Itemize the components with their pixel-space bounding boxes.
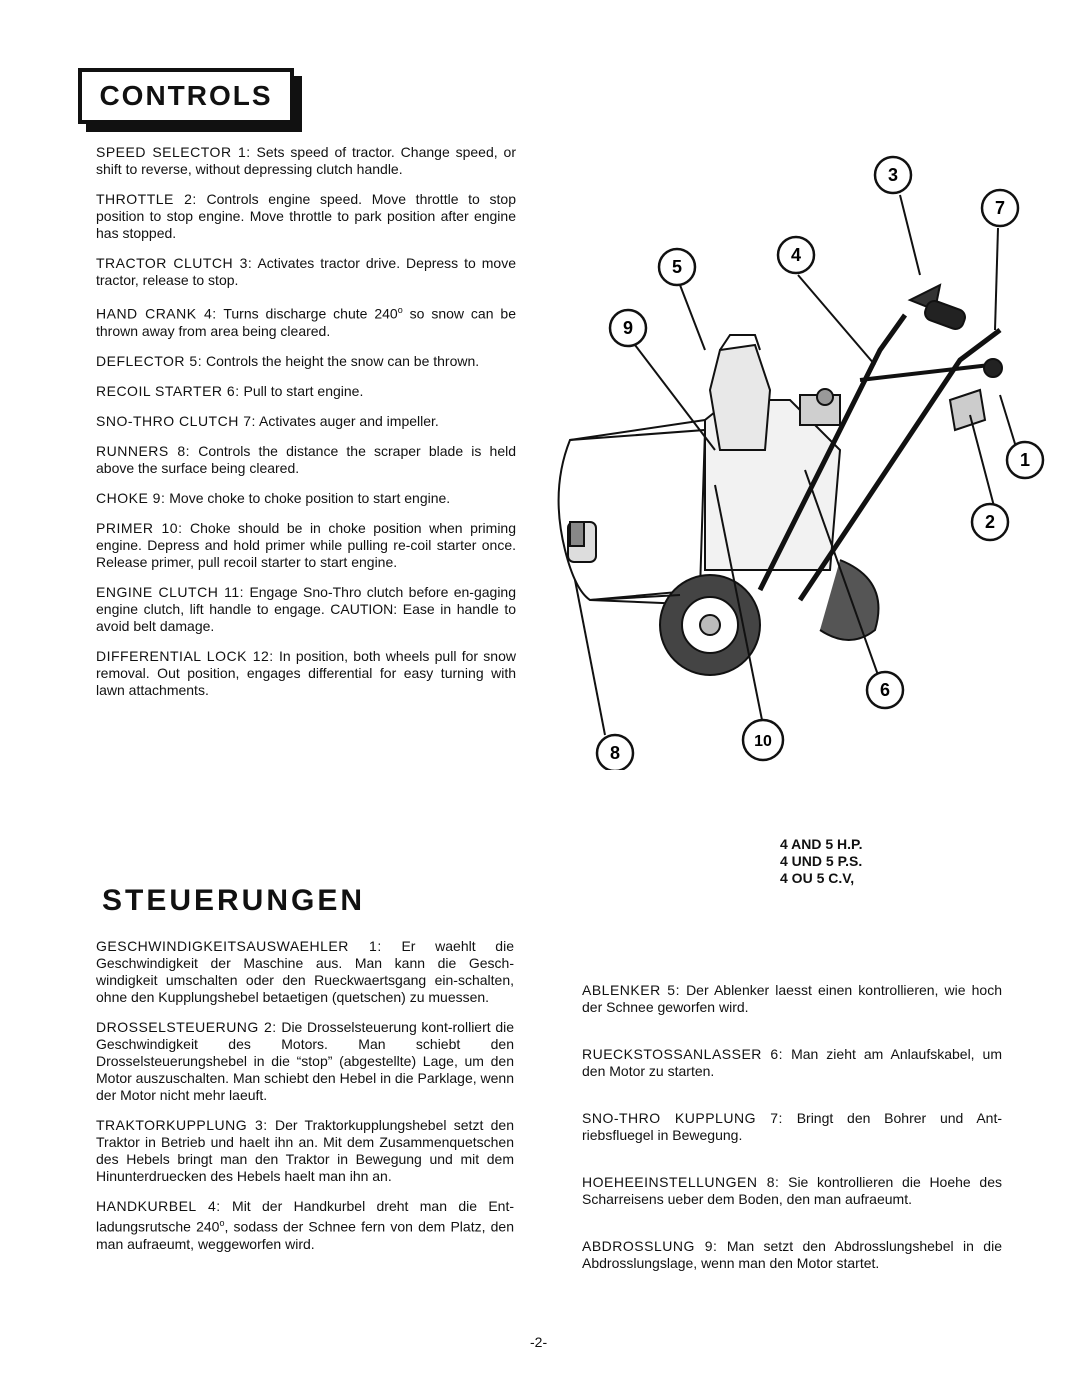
control-item: GESCHWINDIGKEITSAUSWAEHLER 1: Er waehlt die Geschwindigkeit der Maschine aus. Man kann die Gesch-windigkeit umschalten oder den Rueckwaertsgang ein-schalten, ohne den Kupplungshebel betaetigen (quetschen) zu muessen.	[96, 938, 514, 1005]
control-item: PRIMER 10: Choke should be in choke position when priming engine. Depress and hold primer while pulling re-coil starter once. Release primer, pull recoil starter to start engine.	[96, 519, 517, 570]
control-item: HANDKURBEL 4: Mit der Handkurbel dreht man die Ent-ladungsrutsche 240$^o$, sodass der Schnee fern von dem Platz, den man aufraeumt, weggeworfen wird.	[96, 1198, 515, 1252]
control-item: HOEHEEINSTELLUNGEN 8: Sie kontrollieren die Hoehe des Scharreisens ueber dem Boden, den man aufraeumt.	[582, 1174, 1002, 1207]
callout-10	[743, 720, 783, 760]
control-item: TRAKTORKUPPLUNG 3: Der Traktorkupplungshebel setzt den Traktor in Betrieb und haelt ihn an. Mit dem Zusammenquetschen des Hebels bringt man den Traktor in Bewegung und mit dem Hinunterdruecken des Hebels haelt man ihn an.	[96, 1117, 514, 1184]
control-item: ABDROSSLUNG 9: Man setzt den Abdrosslungshebel in die Abdrosslungslage, wenn man den Motor startet.	[582, 1238, 1002, 1271]
callout-9	[610, 310, 646, 346]
control-item: DEFLECTOR 5: Controls the height the snow can be thrown.	[96, 352, 480, 369]
svg-text:2: 2	[984, 512, 996, 532]
control-item: CHOKE 9: Move choke to choke position to start engine.	[96, 489, 451, 506]
control-item: THROTTLE 2: Controls engine speed. Move throttle to stop position to stop engine. Move throttle to park position after engine has stopped.	[96, 191, 517, 241]
callout-1	[1007, 442, 1043, 478]
control-item: ENGINE CLUTCH 11: Engage Sno-Thro clutch before en-gaging engine clutch, lift handle to engage. CAUTION: Ease in handle to avoid belt damage.	[96, 583, 516, 634]
control-item: SPEED SELECTOR 1: Sets speed of tractor. Change speed, or shift to reverse, without depressing clutch handle.	[96, 144, 516, 177]
callout-6	[867, 672, 903, 708]
svg-text:3: 3	[887, 165, 899, 185]
control-item: ABLENKER 5: Der Ablenker laesst einen kontrollieren, wie hoch der Schnee geworfen wird.	[582, 982, 1002, 1015]
snow-thrower-illustration	[530, 150, 1060, 770]
svg-text:4: 4	[790, 245, 802, 265]
control-item: SNO-THRO KUPPLUNG 7: Bringt den Bohrer und Ant-riebsfluegel in Bewegung.	[582, 1110, 1002, 1143]
callout-2	[972, 504, 1008, 540]
callout-3	[875, 157, 911, 193]
controls-en-column	[96, 144, 516, 712]
svg-text:8: 8	[609, 743, 621, 763]
svg-text:1: 1	[1019, 450, 1031, 470]
svg-text:7: 7	[994, 198, 1006, 218]
steuerungen-heading: STEUERUNGEN	[102, 884, 366, 917]
callout-5	[659, 249, 695, 285]
control-item: SNO-THRO CLUTCH 7: Activates auger and impeller.	[96, 412, 439, 429]
control-item: RECOIL STARTER 6: Pull to start engine.	[96, 382, 364, 399]
svg-text:10: 10	[754, 733, 772, 750]
control-item: TRACTOR CLUTCH 3: Activates tractor drive. Depress to move tractor, release to stop.	[96, 255, 516, 288]
control-item: DROSSELSTEUERUNG 2: Die Drosselsteuerung kont-rolliert die Geschwindigkeit des Motors. Man schiebt den Drosselsteuerungshebel in die “stop” (abgestellte) Lage, um den Motor auszuschalten. Man schiebt den Hebel in die Parklage, wenn der Motor nicht mehr laeuft.	[96, 1019, 514, 1103]
controls-heading-box	[78, 68, 294, 124]
control-item: RUECKSTOSSANLASSER 6: Man zieht am Anlaufskabel, um den Motor zu starten.	[582, 1046, 1003, 1079]
page-title: CONTROLS	[99, 80, 273, 111]
horsepower-note: 4 AND 5 H.P. 4 UND 5 P.S. 4 OU 5 C.V,	[780, 836, 863, 886]
controls-de-right-column	[582, 982, 1002, 1302]
page-number: -2-	[530, 1334, 548, 1350]
callout-8	[597, 735, 633, 770]
svg-text:6: 6	[879, 680, 891, 700]
controls-de-left-column	[96, 938, 514, 1266]
control-item: DIFFERENTIAL LOCK 12: In position, both wheels pull for snow removal. Out position, engages differential for easy turning with lawn attachments.	[96, 647, 516, 698]
control-item: RUNNERS 8: Controls the distance the scraper blade is held above the surface being cleared.	[96, 442, 516, 476]
control-item: HAND CRANK 4: Turns discharge chute 240$^o$ so snow can be thrown away from area being cleared.	[96, 305, 516, 339]
callout-7	[982, 190, 1018, 226]
svg-text:9: 9	[622, 318, 634, 338]
callout-4	[778, 237, 814, 273]
svg-text:5: 5	[671, 257, 683, 277]
